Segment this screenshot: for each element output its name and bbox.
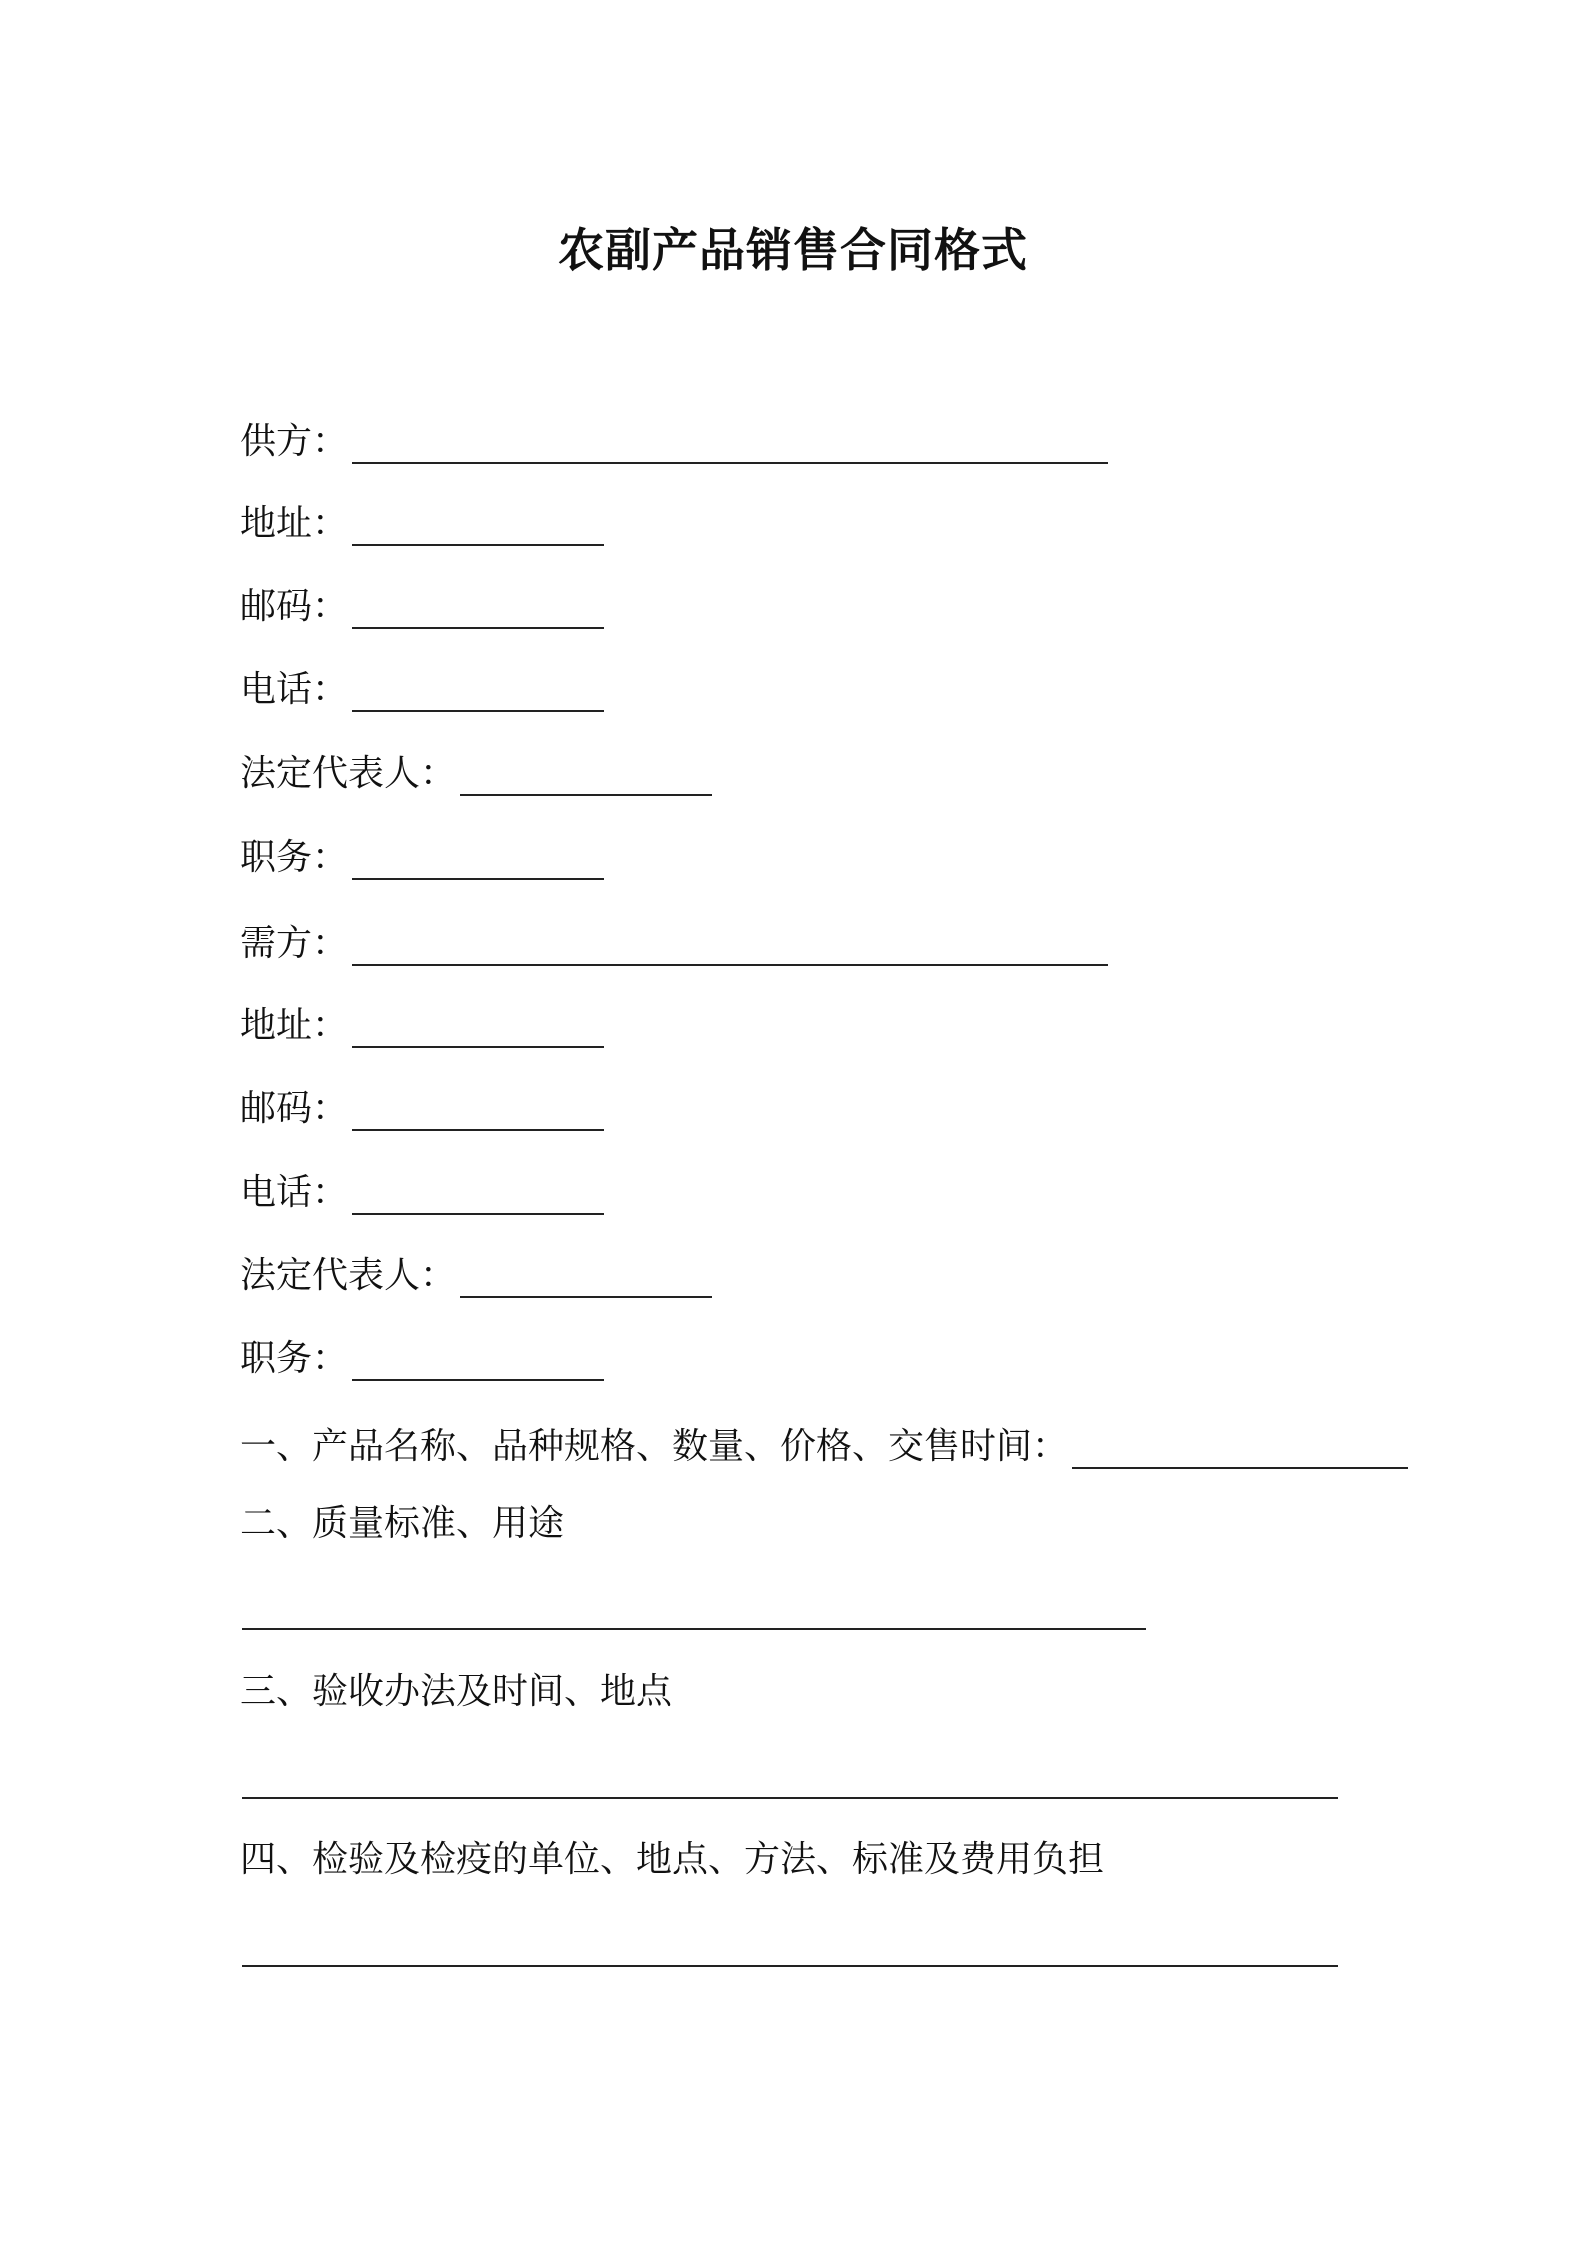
supplier-postcode-blank[interactable] (352, 595, 604, 629)
buyer-phone-blank[interactable] (352, 1181, 604, 1215)
buyer-postcode-row (240, 1087, 604, 1131)
buyer-name-row (240, 922, 1108, 966)
supplier-legal-rep-row (240, 752, 712, 796)
buyer-address-row (240, 1004, 604, 1048)
supplier-address-label: 地址： (240, 503, 349, 544)
supplier-position-blank[interactable] (352, 846, 604, 880)
buyer-name-label: 需方： (240, 923, 349, 964)
clause-1-row (240, 1425, 1408, 1469)
supplier-position-label: 职务： (240, 837, 349, 878)
supplier-name-blank[interactable] (352, 430, 1108, 464)
supplier-postcode-label: 邮码： (240, 586, 349, 627)
buyer-postcode-blank[interactable] (352, 1097, 604, 1131)
clause-1-text: 一、产品名称、品种规格、数量、价格、交售时间： (240, 1426, 1069, 1467)
buyer-position-blank[interactable] (352, 1347, 604, 1381)
supplier-legal-rep-label: 法定代表人： (240, 753, 457, 794)
clause-3-blank[interactable] (242, 1797, 1338, 1799)
supplier-phone-blank[interactable] (352, 678, 604, 712)
supplier-legal-rep-blank[interactable] (460, 762, 712, 796)
supplier-phone-label: 电话： (240, 669, 349, 710)
supplier-name-row (240, 420, 1108, 464)
clause-2-blank[interactable] (242, 1628, 1146, 1630)
clause-3-heading: 三、验收办法及时间、地点 (240, 1671, 673, 1712)
buyer-postcode-label: 邮码： (240, 1088, 349, 1129)
supplier-phone-row (240, 668, 604, 712)
buyer-name-blank[interactable] (352, 932, 1108, 966)
buyer-position-row (240, 1337, 604, 1381)
supplier-name-label: 供方： (240, 421, 349, 462)
buyer-legal-rep-row (240, 1254, 712, 1298)
clause-2-heading: 二、质量标准、用途 (240, 1503, 565, 1544)
buyer-position-label: 职务： (240, 1338, 349, 1379)
document-title: 农副产品销售合同格式 (558, 223, 1028, 277)
clause-4-heading: 四、检验及检疫的单位、地点、方法、标准及费用负担 (240, 1839, 1105, 1880)
supplier-position-row (240, 836, 604, 880)
supplier-address-blank[interactable] (352, 512, 604, 546)
buyer-phone-row (240, 1171, 604, 1215)
supplier-postcode-row (240, 585, 604, 629)
clause-1-blank[interactable] (1072, 1435, 1408, 1469)
buyer-address-label: 地址： (240, 1005, 349, 1046)
buyer-legal-rep-label: 法定代表人： (240, 1255, 457, 1296)
buyer-legal-rep-blank[interactable] (460, 1264, 712, 1298)
buyer-phone-label: 电话： (240, 1172, 349, 1213)
supplier-address-row (240, 502, 604, 546)
buyer-address-blank[interactable] (352, 1014, 604, 1048)
clause-4-blank[interactable] (242, 1965, 1338, 1967)
